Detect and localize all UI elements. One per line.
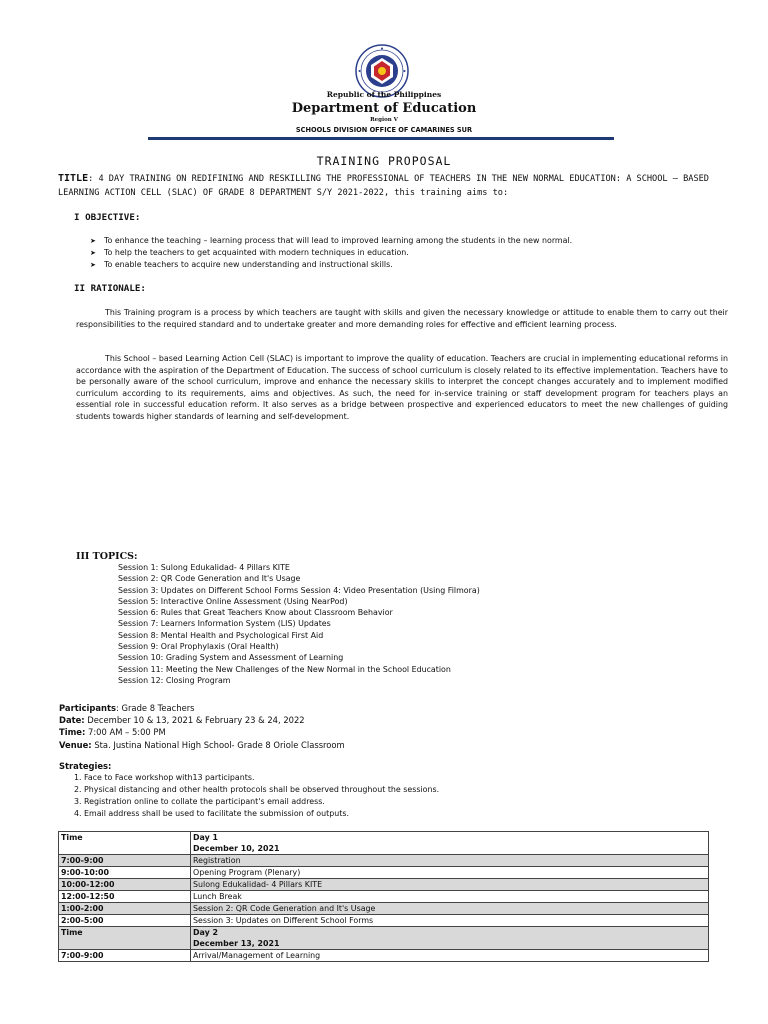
venue-label: Venue: <box>59 739 92 750</box>
activity-cell: Session 3: Updates on Different School Forms <box>191 915 709 927</box>
day-header-cell <box>191 832 709 855</box>
time-value: 7:00 AM – 5:00 PM <box>85 727 166 738</box>
topic-item: Session 8: Mental Health and Psychological First Aid <box>118 630 324 640</box>
activity-cell: Opening Program (Plenary) <box>191 867 709 879</box>
topic-item: Session 7: Learners Information System (LIS) Updates <box>118 619 331 629</box>
title-text: : 4 DAY TRAINING ON REDIFINING AND RESKILLING THE PROFESSIONAL OF TEACHERS IN THE NEW NORMAL EDUCATION: A SCHOOL – BASED LEARNING ACTION CELL (SLAC) OF GRADE 8 DEPARTMENT S/Y 2021-2022, this training aims to: <box>58 174 709 198</box>
day-label: Day 2 <box>193 928 219 937</box>
table-row <box>59 915 709 927</box>
topics-heading: III TOPICS: <box>76 551 138 562</box>
table-row <box>59 879 709 891</box>
rationale-paragraph-1: This Training program is a process by which teachers are taught with skills and given the necessary knowledge or attitude to enable them to carry out their responsibilities to the required standard and to undertake greater and more demanding roles for effective and efficient learning process. <box>76 308 728 329</box>
date-line <box>59 714 719 726</box>
time-cell: 9:00-10:00 <box>59 867 191 879</box>
topic-item: Session 10: Grading System and Assessment of Learning <box>118 653 344 663</box>
venue-value: Sta. Justina National High School- Grade 8 Oriole Classroom <box>91 739 345 750</box>
topic-item: Session 3: Updates on Different School Forms Session 4: Video Presentation (Using Filmora) <box>118 585 480 595</box>
day-date: December 10, 2021 <box>193 844 280 853</box>
time-cell: 7:00-9:00 <box>59 855 191 867</box>
time-cell: 10:00-12:00 <box>59 879 191 891</box>
time-cell: 1:00-2:00 <box>59 903 191 915</box>
topic-item: Session 6: Rules that Great Teachers Know about Classroom Behavior <box>118 608 393 618</box>
topics-list <box>118 562 480 686</box>
participants-value: : Grade 8 Teachers <box>116 703 195 713</box>
time-line <box>59 726 719 738</box>
strategies-list <box>74 772 439 820</box>
activity-cell: Arrival/Management of Learning <box>191 950 709 962</box>
table-row <box>59 855 709 867</box>
training-details <box>59 702 719 751</box>
strategy-item: 4. Email address shall be used to facilitate the submission of outputs. <box>74 809 349 818</box>
time-cell: 12:00-12:50 <box>59 891 191 903</box>
date-value: December 10 & 13, 2021 & February 23 & 24, 2022 <box>84 715 305 726</box>
objective-item: ➤ To enable teachers to acquire new understanding and instructional skills. <box>90 259 730 271</box>
strategy-item: 2. Physical distancing and other health protocols shall be observed throughout the sessions. <box>74 785 440 794</box>
objective-heading: I OBJECTIVE: <box>74 212 141 223</box>
day-label: Day 1 <box>193 833 219 842</box>
day-header-cell <box>191 927 709 950</box>
activity-cell: Lunch Break <box>191 891 709 903</box>
rationale-paragraph-2: This School – based Learning Action Cell (SLAC) is important to improve the quality of education. Teachers are crucial in implementing educational reforms in accordance with the aspiration of the Department of Education. The success of school curriculum is closely related to its effective implementation. Teachers have to be personally aware of the school curriculum, improve and enhance the necessary skills to interpret the concept changes accurately and to implement modified curriculum according to its requirements, aims and objectives. As such, the need for in-service training or staff development program for teachers plays an essential role in successful education reform. It also serves as a bridge between prospective and experienced educators to meet the new challenges of guiding students towards higher standards of learning and self-development. <box>76 354 728 421</box>
title-paragraph <box>58 172 728 199</box>
table-row <box>59 867 709 879</box>
region-heading: Region V <box>370 117 398 123</box>
day-date: December 13, 2021 <box>193 939 280 948</box>
rationale-heading: II RATIONALE: <box>74 283 146 294</box>
strategy-item: 3. Registration online to collate the participant's email address. <box>74 797 325 806</box>
table-row <box>59 950 709 962</box>
topic-item: Session 1: Sulong Edukalidad- 4 Pillars KITE <box>118 563 290 572</box>
day-header-row <box>59 927 709 950</box>
topic-item: Session 5: Interactive Online Assessment (Using NearPod) <box>118 596 348 606</box>
participants-label: Participants <box>59 703 117 713</box>
strategy-item: 1. Face to Face workshop with13 participants. <box>74 773 255 782</box>
department-heading: Department of Education <box>291 101 477 116</box>
objective-item: ➤ To help the teachers to get acquainted with modern techniques in education. <box>90 247 730 259</box>
objective-list <box>90 235 730 271</box>
schedule-table <box>58 831 709 962</box>
activity-cell: Session 2: QR Code Generation and It's Usage <box>191 903 709 915</box>
division-heading: SCHOOLS DIVISION OFFICE OF CAMARINES SUR <box>295 126 473 134</box>
activity-cell: Registration <box>191 855 709 867</box>
participants-line <box>59 702 719 714</box>
document-title: TRAINING PROPOSAL <box>316 154 452 168</box>
day-header-row <box>59 832 709 855</box>
topic-item: Session 2: QR Code Generation and It's Usage <box>118 574 301 584</box>
activity-cell: Sulong Edukalidad- 4 Pillars KITE <box>191 879 709 891</box>
topic-item: Session 12: Closing Program <box>118 675 231 685</box>
table-row <box>59 903 709 915</box>
table-row <box>59 891 709 903</box>
republic-heading: Republic of the Philippines <box>326 90 442 99</box>
strategies-heading: Strategies: <box>59 761 112 771</box>
topic-item: Session 9: Oral Prophylaxis (Oral Health) <box>118 642 279 652</box>
objective-item: ➤ To enhance the teaching – learning process that will lead to improved learning among the students in the new normal. <box>90 235 730 247</box>
title-label: TITLE <box>58 173 89 184</box>
time-header: Time <box>59 832 191 855</box>
topic-item: Session 11: Meeting the New Challenges of the New Normal in the School Education <box>118 664 451 674</box>
time-cell: 7:00-9:00 <box>59 950 191 962</box>
date-label: Date: <box>59 715 85 726</box>
time-label: Time: <box>59 727 86 738</box>
time-cell: 2:00-5:00 <box>59 915 191 927</box>
time-header: Time <box>59 927 191 950</box>
header-divider <box>148 137 614 140</box>
venue-line <box>59 739 719 751</box>
